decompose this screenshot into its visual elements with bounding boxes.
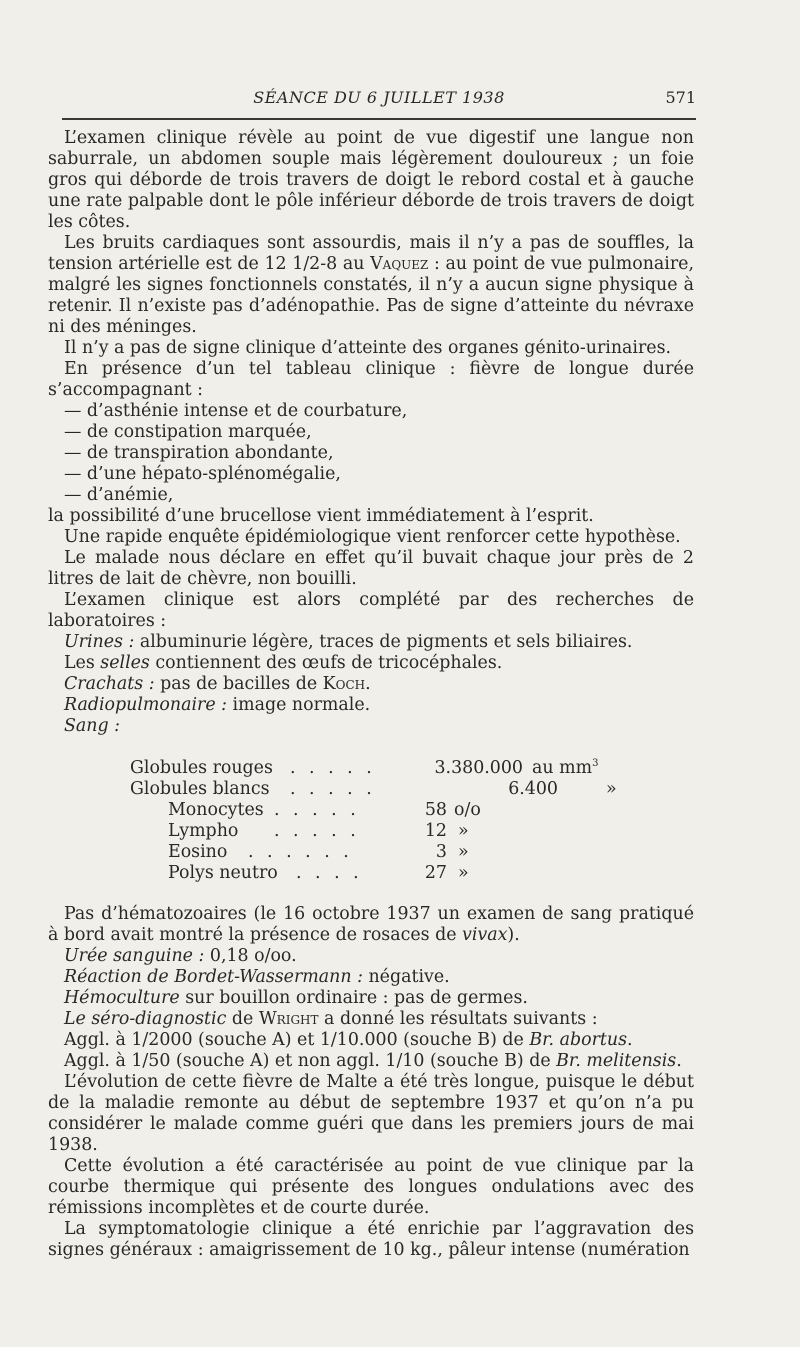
row-name: Globules rouges xyxy=(130,758,273,778)
lab-crachats xyxy=(48,674,694,695)
row-name: Lympho xyxy=(168,821,239,841)
row-unit: » xyxy=(458,863,469,883)
paragraph-digestif: L’examen clinique révèle au point de vue digestif une langue non saburrale, un abdomen souple mais légèrement douloureux ; un foie gros qui déborde de trois travers de doigt le rebord costal et à gauche une rate palpable dont le pôle inférieur déborde de trois travers de doigt les côtes. xyxy=(48,128,694,232)
uree-label: Urée sanguine : xyxy=(64,946,205,966)
cardiaque-text-1: Les bruits cardiaques sont assourdis, mais il n’y a pas de souffles, la tension artérielle est de 12 1/2-8 au xyxy=(48,233,694,274)
hemato-text: Pas d’hématozoaires (le 16 octobre 1937 un examen de sang pratiqué à bord avait montré la présence de rosaces de xyxy=(48,904,694,945)
paragraph-enquete: Une rapide enquête épidémiologique vient renforcer cette hypothèse. xyxy=(64,527,681,547)
author-name-koch: Koch xyxy=(322,674,366,694)
bw-label: Réaction de Bordet-Wassermann : xyxy=(64,967,363,987)
page-number: 571 xyxy=(665,88,696,107)
row-dots: . . . . . xyxy=(290,758,376,778)
paragraph-laboratoire: L’examen clinique est alors complété par des recherches de laboratoires : xyxy=(48,590,694,631)
hemoculture-label: Hémoculture xyxy=(64,988,180,1008)
lab-selles xyxy=(48,653,694,674)
row-name: Eosino xyxy=(168,842,228,862)
hemoculture-text: sur bouillon ordinaire : pas de germes. xyxy=(179,988,528,1008)
row-name: Monocytes xyxy=(168,800,264,820)
uree-text: 0,18 o/oo. xyxy=(204,946,297,966)
lab-sang: Sang : xyxy=(64,716,121,736)
row-value: 6.400 xyxy=(508,779,558,799)
symptom-item: — d’anémie, xyxy=(64,485,174,505)
row-dots: . . . . . xyxy=(290,779,376,799)
row-dots: . . . . . . xyxy=(248,842,353,862)
header-title: SÉANCE DU 6 JUILLET 1938 xyxy=(253,88,505,107)
species-melitensis: Br. melitensis xyxy=(556,1051,677,1071)
lab-urines xyxy=(48,632,694,653)
symptom-item: — de constipation marquée, xyxy=(64,422,312,442)
author-name-vaquez: Vaquez xyxy=(370,254,429,274)
radio-label: Radiopulmonaire : xyxy=(64,695,228,715)
sero-text-2: a donné les résultats suivants : xyxy=(318,1009,598,1029)
aggl1-text: Aggl. à 1/2000 (souche A) et 1/10.000 (souche B) de xyxy=(64,1030,530,1050)
table-row xyxy=(48,842,694,863)
crachats-label: Crachats : xyxy=(64,674,155,694)
aggl2-text: Aggl. à 1/50 (souche A) et non aggl. 1/10 (souche B) de xyxy=(64,1051,557,1071)
row-value: 12 xyxy=(424,821,447,841)
sero-text-1: de xyxy=(226,1009,259,1029)
row-value: 3.380.000 xyxy=(434,758,523,778)
result-aggl-1 xyxy=(48,1030,694,1051)
species-abortus: Br. abortus xyxy=(529,1030,627,1050)
paragraph-caracterisee: Cette évolution a été caractérisée au point de vue clinique par la courbe thermique qui présente des longues ondulations avec des rémissions incomplètes et de courte durée. xyxy=(48,1156,694,1218)
paragraph-genito: Il n’y a pas de signe clinique d’atteinte des organes génito-urinaires. xyxy=(64,338,672,358)
crachats-end: . xyxy=(365,674,371,694)
row-unit: » xyxy=(458,842,469,862)
selles-label: selles xyxy=(100,653,150,673)
symptom-item: — d’asthénie intense et de courbature, xyxy=(64,401,408,421)
result-bordet-wassermann xyxy=(48,967,694,988)
hemato-end: ). xyxy=(507,925,520,945)
running-header xyxy=(62,88,696,112)
header-rule xyxy=(62,118,696,120)
blood-table xyxy=(48,758,694,884)
result-uree xyxy=(48,946,694,967)
row-dots: . . . . xyxy=(296,863,363,883)
selles-text-2: contiennent des œufs de tricocéphales. xyxy=(149,653,503,673)
row-unit: » xyxy=(606,779,617,799)
symptom-item: — de transpiration abondante, xyxy=(64,443,334,463)
paragraph-evolution: L’évolution de cette fièvre de Malte a été très longue, puisque le début de la maladie remonte au début de septembre 1937 et qu’on n’a pu considérer le malade comme guéri que dans les premiers jours de mai 1938. xyxy=(48,1072,694,1155)
symptom-item: — d’une hépato-splénomégalie, xyxy=(64,464,341,484)
row-value: 27 xyxy=(424,863,447,883)
radio-text: image normale. xyxy=(227,695,371,715)
row-dots: . . . . . xyxy=(274,800,360,820)
row-name: Polys neutro xyxy=(168,863,278,883)
row-value: 3 xyxy=(435,842,447,862)
unit-text: au mm xyxy=(532,758,593,778)
urines-label: Urines : xyxy=(64,632,135,652)
urines-text: albuminurie légère, traces de pigments et sels biliaires. xyxy=(134,632,633,652)
aggl2-end: . xyxy=(676,1051,682,1071)
bw-text: négative. xyxy=(362,967,450,987)
row-value: 58 xyxy=(424,800,447,820)
symptom-list xyxy=(48,401,694,506)
row-dots: . . . . . xyxy=(274,821,360,841)
row-unit: o/o xyxy=(454,800,481,820)
row-name: Globules blancs xyxy=(130,779,270,799)
table-row xyxy=(48,779,694,800)
paragraph-tableau: En présence d’un tel tableau clinique : fièvre de longue durée s’accompagnant : xyxy=(48,359,694,400)
result-aggl-2 xyxy=(48,1051,694,1072)
author-name-wright: Wright xyxy=(258,1009,319,1029)
aggl1-end: . xyxy=(627,1030,633,1050)
paragraph-brucellose: la possibilité d’une brucellose vient immédiatement à l’esprit. xyxy=(48,506,594,526)
unit-superscript: 3 xyxy=(592,758,599,770)
paragraph-hematozoaires xyxy=(48,904,694,946)
selles-text-1: Les xyxy=(64,653,101,673)
table-row xyxy=(48,758,694,779)
article-body xyxy=(48,128,694,1261)
table-row xyxy=(48,863,694,884)
result-sero-diagnostic xyxy=(48,1009,694,1030)
row-unit xyxy=(532,758,598,779)
lab-radio xyxy=(48,695,694,716)
paragraph-malade: Le malade nous déclare en effet qu’il buvait chaque jour près de 2 litres de lait de chèvre, non bouilli. xyxy=(48,548,694,589)
lab-results xyxy=(48,632,694,737)
sero-label: Le séro-diagnostic xyxy=(64,1009,227,1029)
row-unit: » xyxy=(458,821,469,841)
cardiaque-text-2: : au point de vue pulmonaire, malgré les signes fonctionnels constatés, il n’y a aucun signe physique à retenir. Il n’existe pas d’adénopathie. Pas de signe d’atteinte du névraxe ni des méninges. xyxy=(48,254,694,337)
paragraph-cardiaque xyxy=(48,233,694,338)
result-hemoculture xyxy=(48,988,694,1009)
table-row xyxy=(48,800,694,821)
table-row xyxy=(48,821,694,842)
paragraph-symptomatologie: La symptomatologie clinique a été enrichie par l’aggravation des signes généraux : amaigrissement de 10 kg., pâleur intense (numération xyxy=(48,1219,694,1260)
crachats-text: pas de bacilles de xyxy=(154,674,323,694)
vivax-term: vivax xyxy=(462,925,508,945)
